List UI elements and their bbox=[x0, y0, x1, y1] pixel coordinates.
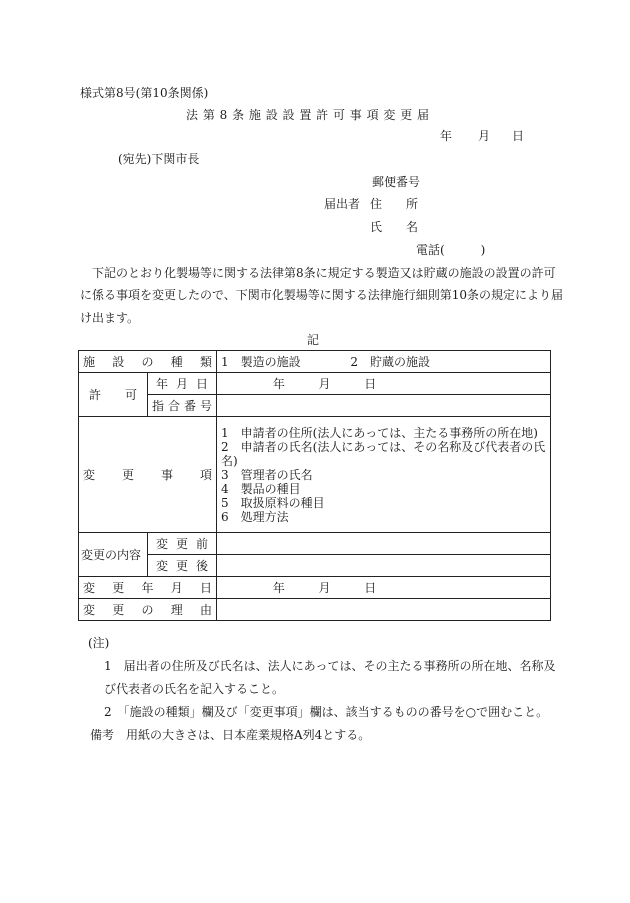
date-day: 日 bbox=[512, 129, 525, 143]
body-line-3: け出ます。 bbox=[80, 311, 140, 325]
note-1-line-1: 1 届出者の住所及び氏名は、法人にあっては、その主たる事務所の所在地、名称及 bbox=[104, 659, 556, 673]
change-after-row bbox=[79, 555, 551, 577]
ki-heading: 記 bbox=[307, 333, 320, 347]
change-item-6[interactable]: 6 処理方法 bbox=[221, 509, 289, 524]
permit-date-field[interactable] bbox=[217, 373, 551, 395]
change-date-row bbox=[79, 577, 551, 599]
permit-number-label: 指 合 番 号 bbox=[148, 395, 217, 417]
facility-type-label: 施 設 の 種 類 bbox=[79, 351, 217, 373]
permit-date-label: 年 月 日 bbox=[148, 373, 217, 395]
body-line-2: に係る事項を変更したので、下関市化製場等に関する法律施行細則第10条の規定により届 bbox=[80, 288, 564, 302]
permit-number-row bbox=[79, 395, 551, 417]
change-date-year: 年 bbox=[272, 580, 285, 595]
change-date-day: 日 bbox=[364, 580, 377, 595]
addressee: (宛先)下関市長 bbox=[118, 152, 200, 166]
after-field[interactable] bbox=[217, 555, 551, 577]
change-reason-field[interactable] bbox=[217, 599, 551, 621]
notes-heading: (注) bbox=[88, 636, 110, 650]
facility-type-row bbox=[79, 351, 551, 373]
change-before-row bbox=[79, 533, 551, 555]
change-items-list[interactable] bbox=[217, 417, 551, 533]
after-label: 変 更 後 bbox=[148, 555, 217, 577]
form-number: 様式第8号(第10条関係) bbox=[80, 86, 209, 100]
change-content-label: 変更の内容 bbox=[79, 533, 148, 577]
change-item-2[interactable]: 2 申請者の氏名(法人にあっては、その名称及び代表者の氏名) bbox=[221, 439, 546, 468]
notifier-label: 届出者 bbox=[324, 197, 361, 211]
name-label: 氏 名 bbox=[370, 220, 419, 234]
facility-option-manufacturing[interactable]: 1 製造の施設 bbox=[221, 354, 301, 369]
remark: 備考 用紙の大きさは、日本産業規格A列4とする。 bbox=[90, 728, 371, 742]
change-date-label: 変 更 年 月 日 bbox=[79, 577, 217, 599]
permit-number-field[interactable] bbox=[217, 395, 551, 417]
before-label: 変 更 前 bbox=[148, 533, 217, 555]
facility-type-options[interactable] bbox=[217, 351, 551, 373]
note-2: 2 「施設の種類」欄及び「変更事項」欄は、該当するものの番号を○で囲むこと。 bbox=[104, 705, 549, 719]
note-1-line-2: び代表者の氏名を記入すること。 bbox=[104, 682, 285, 696]
change-date-month: 月 bbox=[318, 580, 331, 595]
facility-option-storage[interactable]: 2 貯蔵の施設 bbox=[350, 354, 430, 369]
change-date-field[interactable] bbox=[217, 577, 551, 599]
permit-date-row bbox=[79, 373, 551, 395]
permit-date-day: 日 bbox=[364, 376, 377, 391]
change-item-5[interactable]: 5 取扱原料の種目 bbox=[221, 495, 325, 510]
change-reason-label: 変 更 の 理 由 bbox=[79, 599, 217, 621]
date-year: 年 bbox=[440, 129, 453, 143]
change-form-table bbox=[78, 350, 551, 621]
change-item-4[interactable]: 4 製品の種目 bbox=[221, 481, 301, 496]
permit-label: 許 可 bbox=[79, 373, 148, 417]
change-items-row bbox=[79, 417, 551, 533]
before-field[interactable] bbox=[217, 533, 551, 555]
page-title: 法 第 8 条 施 設 設 置 許 可 事 項 変 更 届 bbox=[186, 108, 430, 122]
permit-date-month: 月 bbox=[318, 376, 331, 391]
change-item-3[interactable]: 3 管理者の氏名 bbox=[221, 467, 313, 482]
phone-label: 電話( ) bbox=[416, 243, 486, 257]
permit-date-year: 年 bbox=[272, 376, 285, 391]
date-month: 月 bbox=[478, 129, 491, 143]
postal-code-label: 郵便番号 bbox=[372, 175, 421, 189]
change-item-1[interactable]: 1 申請者の住所(法人にあっては、主たる事務所の所在地) bbox=[221, 425, 538, 440]
change-reason-row bbox=[79, 599, 551, 621]
change-items-label: 変 更 事 項 bbox=[79, 417, 217, 533]
address-label: 住 所 bbox=[370, 197, 419, 211]
body-line-1: 下記のとおり化製場等に関する法律第8条に規定する製造又は貯蔵の施設の設置の許可 bbox=[92, 266, 556, 280]
